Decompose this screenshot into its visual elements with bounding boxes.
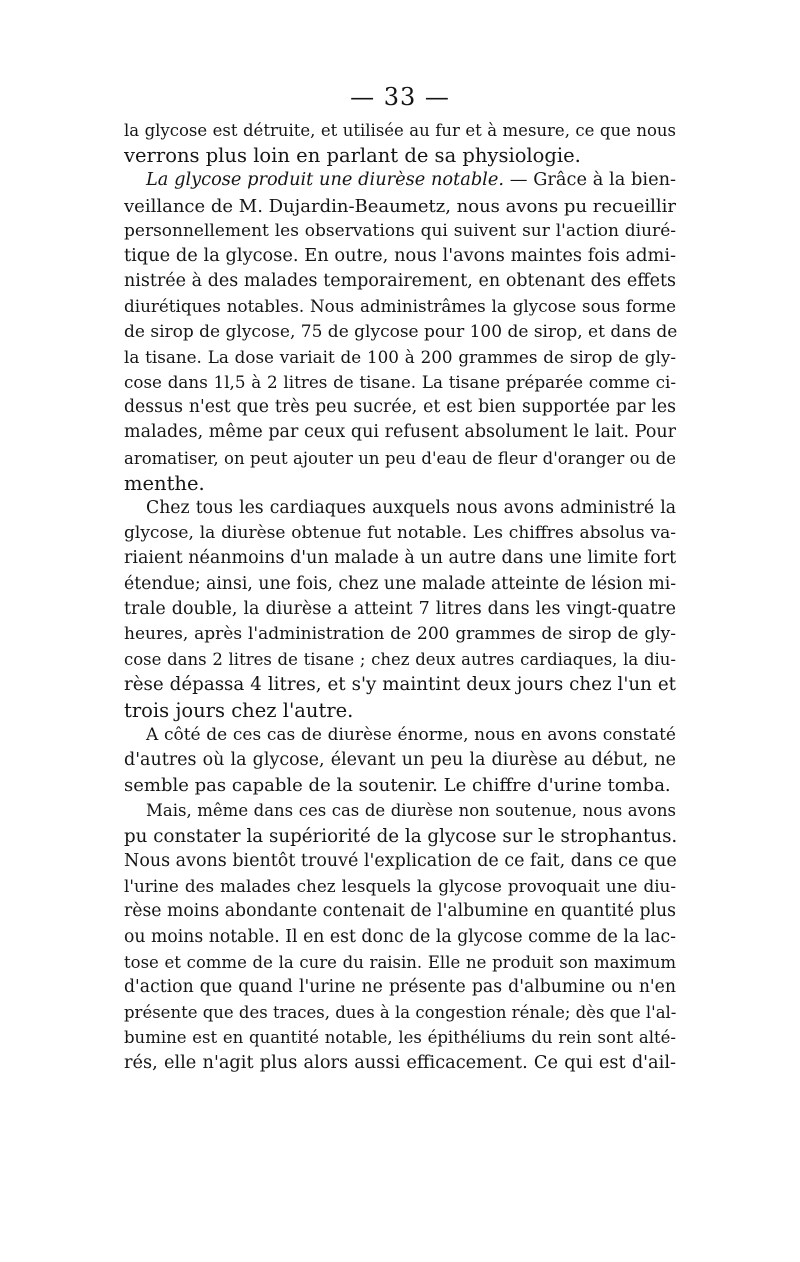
text-line: malades, même par ceux qui refusent absolument le lait. Pour: [124, 422, 676, 443]
text-line: personnellement les observations qui suivent sur l'action diuré-: [124, 220, 676, 241]
text-line: rés, elle n'agit plus alors aussi efficacement. Ce qui est d'ail-: [124, 1052, 676, 1073]
text-line: Nous avons bientôt trouvé l'explication de ce fait, dans ce que: [124, 850, 677, 871]
text-line: riaient néanmoins d'un malade à un autre dans une limite fort: [124, 548, 677, 569]
text-line: l'urine des malades chez lesquels la glycose provoquait une diu-: [124, 876, 676, 897]
text-line: Mais, même dans ces cas de diurèse non soutenue, nous avons: [146, 801, 676, 821]
text-line: ou moins notable. Il en est donc de la glycose comme de la lac-: [124, 926, 676, 947]
paragraph-diurese-enorme: [124, 723, 676, 799]
book-page: [124, 82, 676, 1076]
paragraph-cardiaques: [124, 496, 676, 723]
paragraph-strophantus: [124, 798, 676, 1075]
text-line: [124, 168, 676, 193]
text-line: de sirop de glycose, 75 de glycose pour 100 de sirop, et dans de: [124, 321, 678, 342]
text-line: d'action que quand l'urine ne présente pas d'albumine ou n'en: [124, 976, 676, 997]
text-line: trale double, la diurèse a atteint 7 litres dans les vingt-quatre: [124, 598, 676, 619]
text-fragment: — Grâce à la bien-: [504, 170, 676, 191]
text-line: verrons plus loin en parlant de sa physiologie.: [124, 144, 581, 168]
text-line: rèse dépassa 4 litres, et s'y maintint deux jours chez l'un et: [124, 674, 676, 696]
italic-heading: La glycose produit une diurèse notable.: [146, 170, 505, 191]
text-line: cose dans 1l,5 à 2 litres de tisane. La tisane préparée comme ci-: [124, 372, 676, 393]
text-line: trois jours chez l'autre.: [124, 698, 354, 722]
text-line: présente que des traces, dues à la congestion rénale; dès que l'al-: [124, 1003, 677, 1023]
text-line: rèse moins abondante contenait de l'albumine en quantité plus: [124, 901, 676, 922]
text-line: glycose, la diurèse obtenue fut notable. Les chiffres absolus va-: [124, 523, 676, 544]
text-line: la tisane. La dose variait de 100 à 200 grammes de sirop de gly-: [124, 346, 676, 367]
text-line: tose et comme de la cure du raisin. Elle ne produit son maximum: [124, 952, 676, 972]
text-line: dessus n'est que très peu sucrée, et est bien supportée par les: [124, 397, 676, 418]
text-line: bumine est en quantité notable, les épithéliums du rein sont alté-: [124, 1028, 676, 1048]
text-line: menthe.: [124, 471, 205, 495]
text-line: diurétiques notables. Nous administrâmes la glycose sous forme: [124, 296, 676, 317]
text-line: veillance de M. Dujardin-Beaumetz, nous avons pu recueillir: [124, 195, 676, 217]
text-line: A côté de ces cas de diurèse énorme, nous en avons constaté: [146, 724, 676, 745]
text-line: étendue; ainsi, une fois, chez une malade atteinte de lésion mi-: [124, 573, 677, 594]
page-number: — 33 —: [350, 83, 450, 111]
text-line: la glycose est détruite, et utilisée au fur et à mesure, ce que nous: [124, 121, 676, 140]
text-line: nistrée à des malades temporairement, en obtenant des effets: [124, 271, 676, 292]
text-line: d'autres où la glycose, élevant un peu la diurèse au début, ne: [124, 750, 676, 771]
text-line: semble pas capable de la soutenir. Le chiffre d'urine tomba.: [124, 775, 671, 797]
paragraph-continuation: [124, 118, 676, 168]
paragraph-glycose-diurese: [124, 168, 676, 496]
text-line: cose dans 2 litres de tisane ; chez deux autres cardiaques, la diu-: [124, 650, 676, 670]
text-line: Chez tous les cardiaques auxquels nous avons administré la: [146, 498, 676, 519]
text-line: aromatiser, on peut ajouter un peu d'eau de fleur d'oranger ou de: [124, 448, 676, 468]
text-line: pu constater la supériorité de la glycose sur le strophantus.: [124, 825, 678, 847]
text-line: heures, après l'administration de 200 grammes de sirop de gly-: [124, 624, 676, 645]
text-line: tique de la glycose. En outre, nous l'avons maintes fois admi-: [124, 246, 676, 267]
